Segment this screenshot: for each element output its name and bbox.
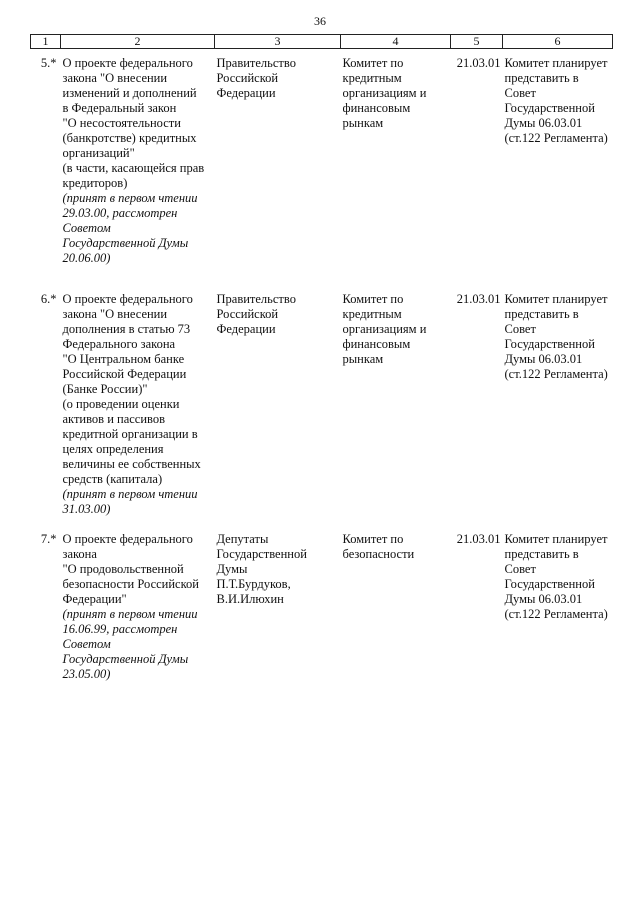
consideration-date: 21.03.01 [456, 56, 501, 70]
table-row [31, 525, 613, 682]
column-header-6: 6 [503, 35, 613, 49]
column-header-3: 3 [215, 35, 341, 49]
responsible-committee: Комитет по кредитным организациям и финансовым рынкам [342, 56, 427, 130]
bill-title: О проекте федерального закона "О продовольственной безопасности Российской Федерации" [62, 531, 199, 606]
remark: Комитет планирует представить в Совет Государственной Думы 06.03.01 (ст.122 Регламента) [504, 291, 608, 381]
bill-reading-note: (принят в первом чтении 29.03.00, рассмотрен Советом Государственной Думы 20.06.00) [62, 191, 198, 265]
table-row [31, 49, 613, 285]
bill-author: Депутаты Государственной Думы П.Т.Бурдуков, В.И.Илюхин [216, 531, 307, 606]
bill-title: О проекте федерального закона "О внесении дополнения в статью 73 Федерального закона "О Центральном банке Российской Федерации (Банке России)" (о проведении оценки активов и пассивов кредитной организации в целях определения величины ее собственных средств (капитала) [62, 291, 201, 486]
column-header-4: 4 [341, 35, 451, 49]
page-number: 36 [314, 14, 326, 28]
bill-cell [61, 285, 215, 525]
row-number: 7.* [40, 531, 57, 546]
bill-title: О проекте федерального закона "О внесении изменений и дополнений в Федеральный закон "О несостоятельности (банкротстве) кредитных организаций" (в части, касающейся прав кредиторов) [62, 56, 205, 190]
bill-cell [61, 525, 215, 682]
remark: Комитет планирует представить в Совет Государственной Думы 06.03.01 (ст.122 Регламента) [504, 531, 608, 621]
consideration-date: 21.03.01 [456, 291, 501, 306]
bill-reading-note: (принят в первом чтении 31.03.00) [62, 486, 198, 516]
row-number: 6.* [40, 291, 57, 306]
bill-reading-note: (принят в первом чтении 16.06.99, рассмотрен Советом Государственной Думы 23.05.00) [62, 606, 198, 681]
consideration-date: 21.03.01 [456, 531, 501, 546]
column-header-5: 5 [451, 35, 503, 49]
remark: Комитет планирует представить в Совет Государственной Думы 06.03.01 (ст.122 Регламента) [504, 56, 608, 145]
bill-cell [61, 49, 215, 285]
column-number-header-row [31, 35, 613, 49]
responsible-committee: Комитет по безопасности [342, 531, 415, 561]
bills-table [30, 34, 613, 682]
column-header-2: 2 [61, 35, 215, 49]
responsible-committee: Комитет по кредитным организациям и финансовым рынкам [342, 291, 427, 366]
column-header-1: 1 [31, 35, 61, 49]
table-row [31, 285, 613, 525]
bill-author: Правительство Российской Федерации [216, 291, 296, 336]
row-number: 5.* [40, 56, 57, 70]
bill-author: Правительство Российской Федерации [216, 56, 296, 100]
